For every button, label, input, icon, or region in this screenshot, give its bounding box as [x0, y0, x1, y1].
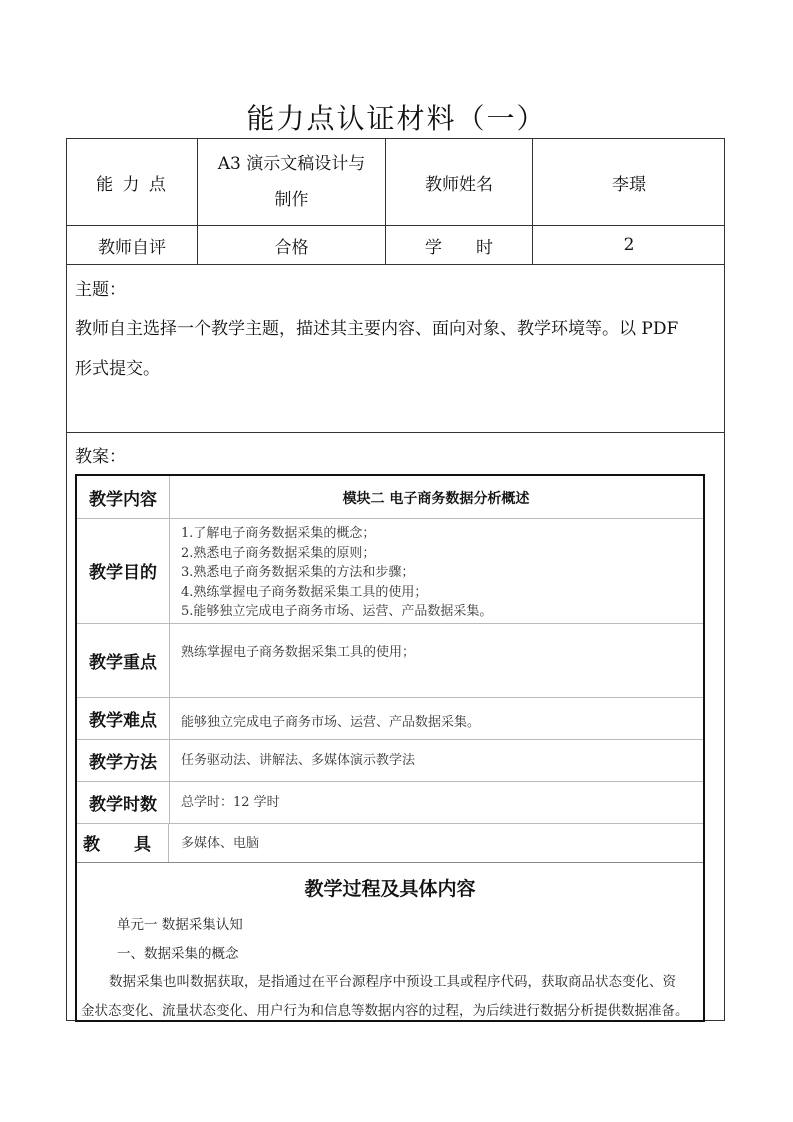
- objective-item: 4.熟练掌握电子商务数据采集工具的使用；: [181, 584, 428, 600]
- teaching-objectives: [181, 524, 695, 622]
- row-label: 教学内容: [77, 476, 170, 518]
- row-label: 教 具: [77, 823, 169, 862]
- objective-item: 5.能够独立完成电子商务市场、运营、产品数据采集。: [181, 604, 493, 619]
- process-title: 教学过程及具体内容: [304, 878, 476, 900]
- row-divider: [67, 264, 724, 265]
- table-row: [77, 739, 703, 782]
- self-evaluation-value: 合格: [274, 237, 309, 258]
- teacher-name-value: 李璟: [612, 174, 646, 195]
- row-divider: [67, 432, 724, 433]
- certification-form: [66, 138, 725, 1021]
- topic-label: 主题：: [75, 280, 126, 300]
- table-row: [77, 781, 703, 824]
- table-row: [77, 476, 703, 519]
- document-title: 能力点认证材料（一）: [246, 102, 547, 135]
- paragraph-line: 数据采集也叫数据获取，是指通过在平台源程序中预设工具或程序代码，获取商品状态变化、资: [109, 974, 676, 990]
- topic-description: [75, 309, 716, 389]
- ability-point-value: [198, 139, 385, 225]
- self-evaluation-label: 教师自评: [98, 237, 166, 258]
- class-hours-value: 2: [623, 235, 635, 255]
- ability-point-value-line2: 制作: [274, 190, 309, 210]
- row-label: 教学重点: [77, 623, 170, 697]
- difficulty-value: 能够独立完成电子商务市场、运营、产品数据采集。: [181, 715, 481, 730]
- teaching-method-value: 任务驱动法、讲解法、多媒体演示教学法: [181, 753, 416, 768]
- section-heading: 一、数据采集的概念: [117, 946, 239, 962]
- teaching-content-value: 模块二 电子商务数据分析概述: [342, 491, 530, 507]
- row-label: 教学难点: [77, 697, 170, 739]
- table-row: [77, 623, 703, 698]
- unit-heading: 单元一 数据采集认知: [117, 917, 243, 933]
- teacher-name-label: 教师姓名: [425, 174, 493, 195]
- lesson-plan-table: [75, 474, 705, 1022]
- key-point-value: 熟练掌握电子商务数据采集工具的使用；: [181, 645, 416, 660]
- lesson-plan-label: 教案：: [75, 447, 126, 467]
- teaching-tools-value: 多媒体、电脑: [181, 836, 260, 851]
- topic-line: 形式提交。: [75, 359, 160, 379]
- class-hours-label: 学 时: [425, 237, 493, 258]
- table-row: [77, 697, 703, 740]
- row-label: 教学时数: [77, 781, 170, 823]
- row-label: 教学方法: [77, 739, 170, 781]
- ability-point-value-line1: A3 演示文稿设计与: [217, 154, 366, 174]
- table-row: [77, 823, 703, 863]
- paragraph-line: 金状态变化、流量状态变化、用户行为和信息等数据内容的过程，为后续进行数据分析提供数据准备。: [81, 1003, 689, 1019]
- table-row: [77, 518, 703, 624]
- objective-item: 1.了解电子商务数据采集的概念；: [181, 526, 376, 541]
- teaching-hours-value: 总学时：12 学时: [181, 795, 280, 810]
- topic-line: 教师自主选择一个教学主题，描述其主要内容、面向对象、教学环境等。以 PDF: [75, 319, 679, 339]
- row-label: 教学目的: [77, 518, 170, 623]
- ability-point-label: 能 力 点: [96, 174, 168, 195]
- objective-item: 3.熟悉电子商务数据采集的方法和步骤；: [181, 565, 415, 580]
- objective-item: 2.熟悉电子商务数据采集的原则；: [181, 545, 376, 561]
